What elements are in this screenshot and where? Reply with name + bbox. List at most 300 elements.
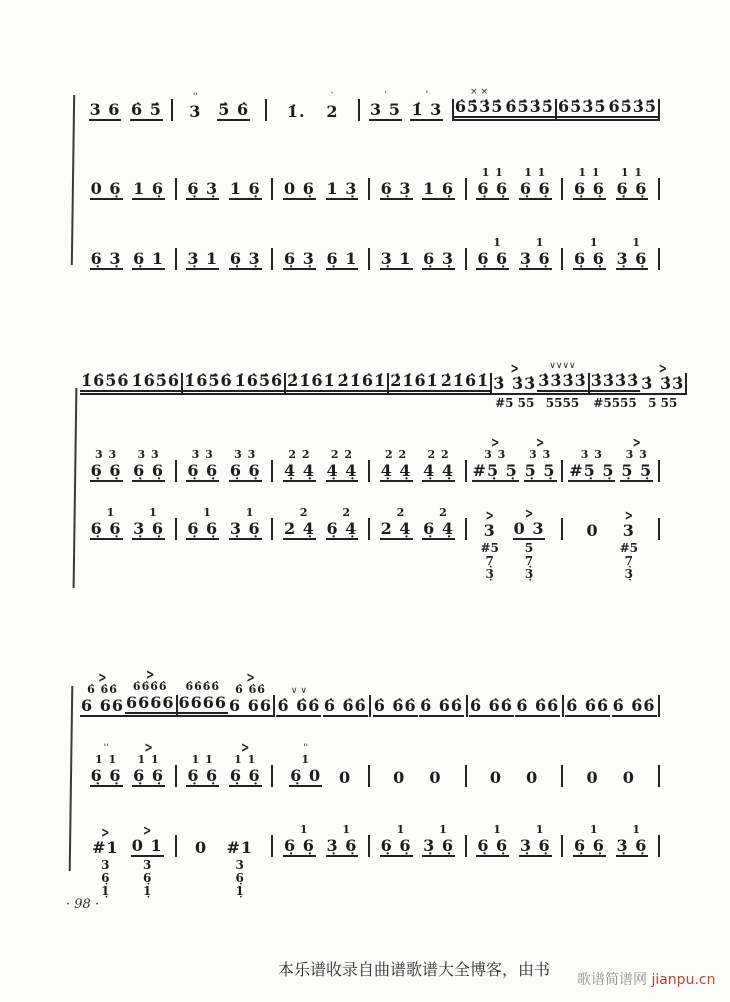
note-marks bbox=[428, 448, 450, 461]
barline bbox=[685, 373, 687, 395]
note-digits: 1̇ 3 bbox=[411, 100, 443, 119]
accent-mark: > bbox=[490, 435, 500, 452]
note-group bbox=[132, 737, 165, 787]
note-marks bbox=[526, 236, 544, 249]
note-marks bbox=[621, 166, 643, 179]
note-group bbox=[472, 432, 519, 482]
note-group bbox=[585, 737, 599, 787]
note-marks bbox=[581, 448, 603, 461]
note-digits: #1 bbox=[92, 838, 119, 857]
note-marks bbox=[529, 435, 552, 461]
note-group bbox=[228, 667, 273, 717]
note-digits: 6̣ 3̣ bbox=[423, 249, 455, 268]
ornament-mark: '' bbox=[303, 743, 309, 753]
note-group bbox=[519, 807, 552, 857]
note-group bbox=[234, 345, 285, 395]
chord-upper-note: 1 1 bbox=[95, 753, 118, 766]
chord-note: 3 bbox=[142, 858, 152, 872]
note-group bbox=[225, 807, 254, 898]
note-group bbox=[132, 432, 165, 482]
note-digits: 6̣ 6̣ bbox=[229, 766, 261, 785]
note-group bbox=[640, 345, 685, 410]
note-digits: 2̇1̇6̇1̇ bbox=[286, 371, 337, 395]
note-group bbox=[276, 667, 321, 717]
chord-upper-note: 2 2 bbox=[385, 448, 408, 461]
chord-upper-note: 3 3 bbox=[529, 448, 552, 461]
note-digits: 1 6̣ bbox=[133, 179, 164, 198]
chord-note: 5555 bbox=[545, 396, 580, 410]
note-digits: 6̣ 6̣ bbox=[229, 461, 261, 480]
measure bbox=[371, 667, 465, 717]
chord-upper-note: 3 3 bbox=[137, 448, 160, 461]
measure bbox=[563, 432, 658, 482]
note-digits: 1 6̣ bbox=[423, 179, 455, 198]
note-marks bbox=[139, 506, 157, 519]
note-group bbox=[422, 490, 455, 540]
note-group bbox=[326, 490, 359, 540]
note-group bbox=[229, 432, 262, 482]
note-marks bbox=[429, 823, 447, 836]
note-group bbox=[325, 71, 339, 121]
note-group bbox=[454, 71, 505, 121]
note-digits: 6̣ 6̣ bbox=[90, 766, 122, 785]
note-marks bbox=[95, 744, 117, 766]
chord-stack bbox=[525, 542, 533, 581]
note-group bbox=[389, 345, 440, 395]
note-group bbox=[289, 737, 322, 787]
note-group bbox=[573, 220, 606, 270]
measure bbox=[563, 150, 658, 200]
measure bbox=[80, 432, 175, 482]
chord-stack bbox=[620, 542, 638, 581]
note-group bbox=[90, 490, 123, 540]
note-digits: 6̇5̇3̇5̇ bbox=[607, 97, 658, 121]
watermark-site-name: 歌谱简谱网 bbox=[577, 972, 652, 988]
note-marks bbox=[524, 506, 534, 523]
note-group bbox=[380, 220, 413, 270]
note-digits: 6666 bbox=[125, 693, 176, 717]
note-digits: 2 bbox=[326, 102, 339, 121]
note-digits: 2 4̣ bbox=[380, 519, 412, 538]
note-digits: 0 bbox=[489, 768, 502, 787]
chord-upper-note: 3 3 bbox=[580, 448, 603, 461]
measure bbox=[267, 71, 358, 121]
note-digits: 3̣ 6̣ bbox=[519, 249, 551, 268]
measure bbox=[177, 150, 272, 200]
note-digits: 5̣ 5̣ bbox=[524, 461, 556, 480]
note-group bbox=[525, 737, 539, 787]
note-marks bbox=[333, 823, 351, 836]
chord-note: 7̣ bbox=[624, 554, 633, 568]
note-group bbox=[326, 150, 359, 200]
note-digits: 0 bbox=[526, 768, 539, 787]
note-group bbox=[326, 807, 359, 857]
note-digits: 6̇ 6̇6̇ bbox=[277, 696, 321, 715]
chord-upper-note: 3 3 bbox=[234, 448, 257, 461]
note-digits: 3 bbox=[483, 521, 496, 540]
note-group bbox=[380, 807, 413, 857]
chord-note: 1̣ bbox=[101, 884, 110, 898]
note-group bbox=[380, 150, 413, 200]
note-digits: 6̣ 1 bbox=[133, 249, 164, 268]
note-group bbox=[186, 150, 219, 200]
chord-upper-note: 2 bbox=[290, 506, 309, 519]
note-digits: 6̣ 3̣ bbox=[284, 249, 315, 268]
note-group bbox=[410, 71, 443, 121]
note-marks bbox=[482, 166, 504, 179]
note-digits: 6̣ 6̣ bbox=[519, 179, 551, 198]
note-group bbox=[373, 667, 418, 717]
notation-line bbox=[80, 737, 660, 787]
chord-upper-note: 1 bbox=[96, 506, 116, 519]
chord-stack bbox=[593, 397, 636, 410]
note-marks bbox=[138, 448, 160, 461]
chord-note: 1̣ bbox=[235, 884, 244, 898]
note-digits: 6̣ 3̣ bbox=[187, 179, 219, 198]
accent-mark: > bbox=[535, 435, 545, 452]
note-marks bbox=[485, 508, 494, 525]
note-group bbox=[132, 220, 165, 270]
chord-stack bbox=[101, 859, 109, 898]
note-digits: 2̇1̇6̇1̇ bbox=[440, 371, 491, 395]
note-marks bbox=[290, 506, 308, 519]
note-group bbox=[380, 432, 413, 482]
accent-mark: > bbox=[632, 435, 641, 452]
note-group bbox=[590, 345, 641, 410]
note-digits: 1̇6̇5̇6̇ bbox=[80, 371, 131, 395]
measure bbox=[370, 490, 465, 540]
measure bbox=[80, 220, 175, 270]
measure bbox=[177, 807, 272, 898]
note-digits: 6̇ 6̇6̇ bbox=[469, 696, 513, 715]
measure bbox=[178, 667, 274, 717]
note-digits: 0 bbox=[393, 768, 406, 787]
note-group bbox=[326, 432, 359, 482]
note-digits: 6̣ 6̣ bbox=[133, 766, 164, 785]
note-digits: 1̇6̇5̇6̇ bbox=[234, 371, 285, 395]
note-marks bbox=[387, 823, 405, 836]
note-marks bbox=[625, 435, 648, 461]
chord-upper-note: 1 bbox=[290, 823, 309, 836]
chord-upper-note: 3 3 bbox=[191, 448, 214, 461]
note-group bbox=[80, 667, 125, 717]
note-group bbox=[338, 737, 352, 787]
note-group bbox=[217, 71, 250, 121]
note-digits: 6 66 bbox=[229, 696, 272, 715]
note-group bbox=[229, 490, 262, 540]
note-digits: 6̇ 6̇6̇ bbox=[516, 696, 560, 715]
note-group bbox=[504, 71, 555, 121]
accent-mark: > bbox=[98, 670, 107, 687]
chord-note: 1̣ bbox=[142, 884, 152, 898]
note-marks bbox=[484, 435, 507, 461]
measure bbox=[370, 220, 465, 270]
notation-line bbox=[80, 667, 660, 717]
note-digits: 4̣ 4̣ bbox=[423, 461, 455, 480]
note-digits: 6̣ 3̣ bbox=[90, 249, 122, 268]
measure bbox=[564, 667, 658, 717]
note-group bbox=[178, 667, 229, 717]
watermark-url: jianpu.cn bbox=[651, 972, 716, 988]
note-digits: 3̣ 1 bbox=[380, 249, 412, 268]
note-group bbox=[489, 737, 503, 787]
chord-upper-note: 2 bbox=[332, 506, 352, 519]
measure bbox=[177, 432, 272, 482]
ornament-mark: ' bbox=[384, 90, 387, 100]
note-digits: 6 66 bbox=[81, 696, 124, 715]
notation-line bbox=[80, 345, 685, 410]
note-group bbox=[286, 345, 337, 395]
measure bbox=[467, 737, 562, 787]
note-marks bbox=[526, 823, 544, 836]
ornament-mark: ' bbox=[425, 90, 429, 100]
note-digits: 0 bbox=[195, 838, 208, 857]
note-digits: 3̣ 6̣ bbox=[326, 836, 358, 855]
note-digits: 3̣ 6̣ bbox=[616, 836, 648, 855]
ornament-mark: ∨ ∨ bbox=[290, 686, 307, 696]
note-digits: 3̇3̇3̇3̇ bbox=[537, 371, 588, 395]
note-group bbox=[131, 345, 182, 395]
note-group bbox=[283, 807, 316, 857]
note-marks bbox=[470, 88, 488, 97]
chord-upper-note: 2 bbox=[429, 506, 448, 519]
note-group bbox=[183, 345, 234, 395]
note-marks bbox=[291, 687, 307, 696]
note-group bbox=[513, 490, 546, 581]
note-digits: 4̣ 4̣ bbox=[380, 461, 412, 480]
barline bbox=[658, 835, 660, 857]
note-marks bbox=[385, 448, 407, 461]
measure bbox=[80, 345, 181, 395]
note-marks bbox=[87, 670, 118, 696]
chord-upper-note: 1 1 bbox=[578, 166, 601, 179]
chord-upper-note: 2 bbox=[386, 506, 406, 519]
chord-upper-note: 1 bbox=[139, 506, 158, 519]
note-group bbox=[186, 737, 219, 787]
note-digits: 3̣ 6̣ bbox=[423, 836, 455, 855]
ornament-mark: ∨∨∨∨ bbox=[549, 361, 576, 371]
measure bbox=[80, 71, 171, 121]
barline bbox=[658, 765, 660, 787]
note-group bbox=[188, 71, 202, 121]
note-marks bbox=[333, 506, 351, 519]
chord-stack bbox=[546, 397, 579, 410]
note-group bbox=[90, 150, 123, 200]
chord-upper-note: 2 2 bbox=[288, 448, 311, 461]
note-digits: 6̇ 6̇6̇ bbox=[420, 696, 464, 715]
note-digits: 6̣ 6̣ bbox=[477, 836, 509, 855]
measure bbox=[389, 345, 490, 395]
note-group bbox=[607, 71, 658, 121]
note-digits: 0 bbox=[429, 768, 442, 787]
chord-note: #5 55 bbox=[495, 396, 535, 410]
accent-mark: > bbox=[146, 667, 155, 684]
note-marks bbox=[426, 91, 428, 100]
note-digits: 6̇5̇3̇5̇ bbox=[454, 97, 505, 121]
chord-upper-note: 1 bbox=[622, 823, 642, 836]
note-group bbox=[229, 150, 262, 200]
measure bbox=[563, 220, 658, 270]
note-digits: 0 1 bbox=[131, 836, 163, 855]
note-marks bbox=[288, 448, 310, 461]
page-number: · 98 · bbox=[66, 897, 100, 912]
note-marks bbox=[234, 448, 256, 461]
chord-note: 7̣ bbox=[485, 554, 494, 568]
note-digits: 4̣ 4̣ bbox=[326, 461, 358, 480]
measure bbox=[80, 737, 175, 787]
note-digits: 3̣ 6̣ bbox=[229, 519, 261, 538]
chord-note: 3 bbox=[235, 858, 244, 872]
measure bbox=[183, 345, 284, 395]
note-group bbox=[283, 432, 316, 482]
note-digits: 0 3 bbox=[513, 519, 545, 538]
note-group bbox=[585, 490, 599, 540]
chord-upper-note: 1 bbox=[526, 236, 545, 249]
note-digits: 6̣ 6̣ bbox=[187, 766, 219, 785]
measure bbox=[563, 737, 658, 787]
note-group bbox=[519, 150, 552, 200]
note-digits: #5̣ 5̣ bbox=[569, 461, 615, 480]
chord-upper-note: 1 bbox=[622, 236, 642, 249]
measure bbox=[177, 737, 272, 787]
note-digits: 6̣ 4̣ bbox=[326, 519, 358, 538]
measure bbox=[273, 220, 368, 270]
chord-upper-note: 1 1 bbox=[620, 166, 643, 179]
note-group bbox=[622, 737, 636, 787]
note-digits: 6̣ 6̣ bbox=[574, 179, 605, 198]
chord-note: 3̣ bbox=[524, 567, 534, 581]
note-digits: 6̣ 6̣ bbox=[284, 836, 315, 855]
measure bbox=[467, 150, 562, 200]
note-group bbox=[369, 71, 402, 121]
note-digits: 1̇6̇5̇6̇ bbox=[183, 371, 234, 395]
note-group bbox=[337, 345, 388, 395]
note-group bbox=[186, 220, 219, 270]
accent-mark: > bbox=[524, 506, 534, 523]
note-digits: #1 bbox=[226, 838, 254, 857]
note-group bbox=[422, 807, 455, 857]
note-digits: 0 bbox=[338, 768, 352, 787]
note-digits: 1 6̣ bbox=[229, 179, 261, 198]
note-group bbox=[469, 667, 514, 717]
note-digits: 6̣ 6̣ bbox=[477, 249, 509, 268]
watermark bbox=[577, 969, 715, 989]
measure bbox=[370, 150, 465, 200]
note-digits: 2̇1̇6̇1̇ bbox=[337, 371, 388, 395]
note-marks bbox=[484, 823, 502, 836]
note-digits: 6̣ 3̣ bbox=[229, 249, 261, 268]
note-group bbox=[326, 220, 359, 270]
measure bbox=[370, 432, 465, 482]
chord-stack bbox=[648, 397, 677, 410]
chord-upper-note: 2 2 bbox=[427, 448, 450, 461]
note-marks bbox=[185, 680, 220, 693]
note-digits: 3̣ 6̣ bbox=[133, 519, 164, 538]
measure bbox=[80, 807, 175, 898]
note-group bbox=[616, 807, 649, 857]
note-marks bbox=[658, 361, 667, 378]
ornament-mark: ` bbox=[330, 92, 335, 102]
chord-upper-note: 3 3 bbox=[95, 448, 118, 461]
note-group bbox=[392, 737, 406, 787]
note-group bbox=[194, 807, 208, 857]
note-group bbox=[476, 220, 509, 270]
note-group bbox=[419, 667, 464, 717]
chord-note: 6̣ bbox=[235, 871, 244, 885]
measure bbox=[370, 737, 465, 787]
note-digits: 3̇3̇3̇3̇ bbox=[590, 371, 641, 395]
chord-upper-note: 3 3 bbox=[484, 448, 507, 461]
measure bbox=[80, 490, 175, 540]
measure bbox=[80, 667, 176, 717]
measure bbox=[467, 807, 562, 857]
chord-upper-note: 6̇ 6̇6̇ bbox=[235, 683, 266, 696]
note-digits: 3̣ 6̣ bbox=[616, 249, 648, 268]
chord-note: 3̣ bbox=[485, 567, 494, 581]
notation-line bbox=[80, 490, 660, 581]
accent-mark: > bbox=[510, 361, 519, 378]
chord-stack bbox=[495, 397, 534, 410]
note-marks bbox=[101, 825, 110, 842]
note-group bbox=[89, 71, 122, 121]
note-group bbox=[568, 432, 615, 482]
note-digits: #5̣ 5̣ bbox=[472, 461, 518, 480]
note-group bbox=[492, 345, 537, 410]
note-group bbox=[380, 490, 413, 540]
measure bbox=[557, 71, 658, 121]
note-group bbox=[422, 432, 455, 482]
chord-upper-note: 1 bbox=[580, 236, 599, 249]
note-digits: 5̇ 6̇ bbox=[218, 100, 250, 119]
measure bbox=[80, 150, 175, 200]
chord-note: 5 55 bbox=[648, 396, 678, 410]
notation-line bbox=[80, 807, 660, 898]
chord-upper-note: 1 bbox=[580, 823, 599, 836]
note-group bbox=[229, 737, 262, 787]
note-marks bbox=[142, 823, 152, 840]
note-group bbox=[90, 737, 123, 787]
note-digits: 3̇ 3̇3̇ bbox=[641, 374, 685, 393]
note-group bbox=[131, 807, 164, 898]
note-digits: 2 4̣ bbox=[284, 519, 315, 538]
chord-upper-note: 6̇6̇6̇6̇ bbox=[132, 680, 168, 693]
note-group bbox=[573, 807, 606, 857]
measure bbox=[370, 807, 465, 857]
measure bbox=[273, 150, 368, 200]
chord-stack bbox=[480, 542, 498, 581]
chord-note: 3 bbox=[101, 858, 110, 872]
note-digits: 2̇1̇6̇1̇ bbox=[389, 371, 440, 395]
note-digits: 6̣ 6̣ bbox=[133, 461, 164, 480]
chord-stack bbox=[236, 859, 244, 898]
note-digits: 6̇ 6̇6̇ bbox=[566, 696, 610, 715]
note-digits: 0 6̣ bbox=[284, 179, 315, 198]
note-group bbox=[132, 490, 165, 540]
note-digits: 6̣ 6̣ bbox=[187, 461, 219, 480]
note-digits: 6̇ 6̇6̇ bbox=[612, 696, 656, 715]
chord-note: 3̣ bbox=[624, 567, 633, 581]
note-marks bbox=[387, 506, 405, 519]
note-marks bbox=[624, 508, 634, 525]
note-digits: 6̣ 6̣ bbox=[90, 519, 122, 538]
measure bbox=[467, 490, 562, 581]
notation-line bbox=[80, 220, 660, 270]
chord-note: 5 bbox=[524, 541, 534, 555]
barline bbox=[658, 248, 660, 270]
note-digits: 6666 bbox=[178, 693, 229, 717]
note-group bbox=[130, 71, 163, 121]
note-marks bbox=[192, 448, 214, 461]
